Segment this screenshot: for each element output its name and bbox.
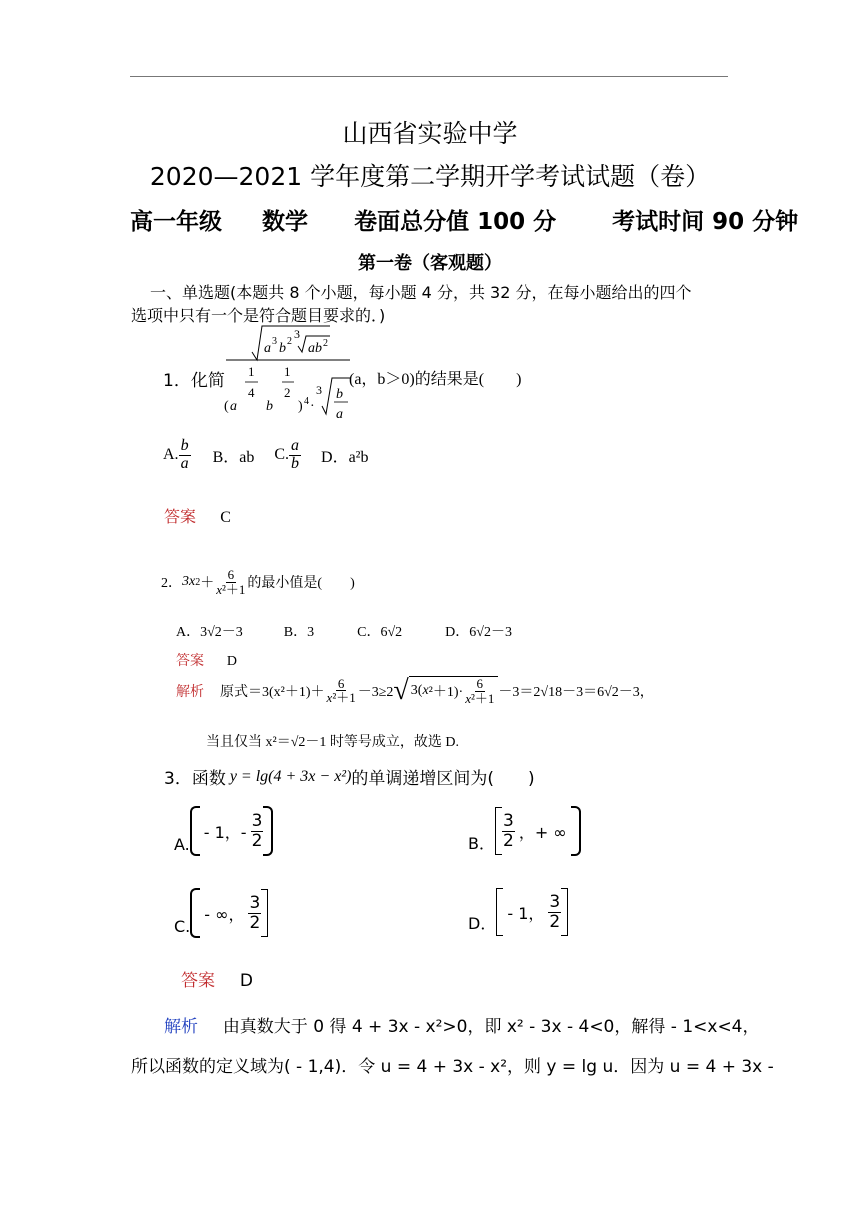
q1-option-c: C. <box>274 446 290 464</box>
grade: 高一年级 <box>130 209 222 235</box>
q1-condition: (a，b＞0)的结果是( ) <box>349 371 522 388</box>
svg-text:): ) <box>298 399 303 414</box>
q3-answer <box>181 966 253 991</box>
q2-analysis-part-a: 原式＝3(x²＋1)＋ <box>220 684 325 700</box>
q2-option-b: B．3 <box>283 625 315 640</box>
q3-function: y = lg(4 + 3x − x²) <box>229 767 352 785</box>
q3-option-a-num: 3 <box>251 810 263 831</box>
q2-option-c: C．6√2 <box>357 625 403 640</box>
q1-expression <box>222 322 354 432</box>
q3-option-d-label: D． <box>468 914 497 933</box>
q2-number: 2． <box>161 576 182 592</box>
q3-option-c-label: C. <box>174 917 191 936</box>
q3-stem-b: 的单调递增区间为( ) <box>351 769 535 789</box>
q2-analysis-part-c: －3＝2√18－3＝6√2－3， <box>498 684 654 700</box>
q1-option-a-frac: $\frac{b}{a}$ <box>180 437 189 472</box>
q3-analysis-line2: 所以函数的定义域为( - 1,4)．令 u = 4 + 3x - x²，则 y = lg u．因为 u = 4 + 3x - <box>131 1057 774 1077</box>
q2-answer <box>176 650 237 670</box>
q1-answer-label: 答案 <box>164 507 197 526</box>
exam-time: 考试时间 90 分钟 <box>612 209 799 235</box>
svg-text:2: 2 <box>287 336 292 347</box>
q2-analysis-line2: 当且仅当 x²＝√2－1 时等号成立，故选 D. <box>206 735 459 750</box>
q3-option-d-den: 2 <box>549 911 561 932</box>
svg-text:4: 4 <box>304 396 309 407</box>
svg-text:b: b <box>336 387 343 402</box>
q3-option-b-label: B． <box>468 834 495 853</box>
q3-option-c-left: - ∞， <box>204 904 245 924</box>
q3-option-d <box>468 888 568 936</box>
subject: 数学 <box>262 209 309 235</box>
q3-option-d-left: - 1， <box>507 903 545 923</box>
q2-option-a: A．3√2－3 <box>176 625 243 640</box>
svg-text:3: 3 <box>294 327 300 341</box>
svg-text:(: ( <box>224 399 229 414</box>
q2-answer-label: 答案 <box>176 653 204 669</box>
exam-title: 2020—2021 学年度第二学期开学考试试题（卷） <box>149 162 711 191</box>
svg-text:3: 3 <box>272 336 277 347</box>
q3-stem <box>164 764 535 789</box>
q1-answer-value: C <box>220 509 231 526</box>
svg-text:a: a <box>264 341 271 356</box>
q2-answer-value: D <box>226 654 238 669</box>
total-score: 卷面总分值 100 分 <box>354 209 557 235</box>
q1-answer <box>164 504 231 527</box>
q3-option-a-left: - 1，- <box>203 822 247 842</box>
top-rule <box>130 76 728 77</box>
q3-answer-label: 答案 <box>181 971 215 991</box>
q2-analysis-label: 解析 <box>176 683 204 700</box>
svg-text:a: a <box>336 407 343 422</box>
q3-option-c-den: 2 <box>249 912 261 933</box>
exam-info <box>130 203 798 236</box>
q2-stem-tail: 的最小值是( ) <box>247 576 355 592</box>
svg-text:·: · <box>310 399 315 414</box>
svg-text:2: 2 <box>323 338 328 349</box>
q3-option-a <box>174 806 273 856</box>
q1-option-b: B．ab <box>212 448 255 466</box>
q3-option-a-den: 2 <box>251 830 263 851</box>
q2-analysis-line1 <box>176 676 654 705</box>
svg-text:3: 3 <box>316 383 322 397</box>
instructions-line2: 选项中只有一个是符合题目要求的．) <box>131 306 386 325</box>
q1-option-a: A. <box>163 446 179 464</box>
q3-answer-value: D <box>239 971 253 991</box>
q3-option-b-right: ，+ ∞ <box>518 822 567 842</box>
q3-analysis-label: 解析 <box>164 1017 198 1037</box>
svg-text:1: 1 <box>248 364 255 379</box>
q2-fraction: $\frac{6}{\text{x²＋1}}$ <box>216 567 246 597</box>
q2-analysis-sqrt: √ 3( x ²＋1)· $\frac{6}{\text{x²＋1}}$ <box>393 676 498 705</box>
q3-option-b-den: 2 <box>502 830 514 851</box>
q3-option-c-num: 3 <box>249 892 261 913</box>
q2-stem: 2． 3x 2 ＋ $\frac{6}{\text{x²＋1}}$ 的最小值是( ) <box>161 567 355 597</box>
q1-options <box>163 438 368 473</box>
q3-option-b <box>468 806 581 856</box>
q1-option-d: D．a²b <box>321 448 369 466</box>
svg-text:2: 2 <box>284 385 291 400</box>
q3-option-b-num: 3 <box>502 810 514 831</box>
q2-option-d: D．6√2－3 <box>445 625 512 640</box>
q2-options <box>176 621 512 641</box>
school-title: 山西省实验中学 <box>342 119 518 148</box>
q3-option-c <box>174 888 268 938</box>
q3-analysis-text1: 由真数大于 0 得 4 + 3x - x²>0，即 x² - 3x - 4<0，解得 - 1<x<4， <box>222 1017 760 1037</box>
q2-analysis-frac1: $\frac{6}{\text{x²＋1}}$ <box>326 675 356 706</box>
q1-option-c-frac: $\frac{a}{b}$ <box>291 437 300 472</box>
svg-text:1: 1 <box>284 364 291 379</box>
q3-option-a-label: A. <box>174 835 190 854</box>
svg-text:4: 4 <box>248 385 255 400</box>
svg-text:a: a <box>230 399 237 414</box>
q3-option-d-num: 3 <box>549 891 561 912</box>
q3-analysis-line1 <box>164 1012 760 1037</box>
instructions-line1: 一、单选题(本题共 8 个小题，每小题 4 分，共 32 分，在每小题给出的四个 <box>150 283 692 302</box>
q2-analysis-part-b: －3≥2 <box>357 684 394 700</box>
svg-text:b: b <box>279 341 286 356</box>
q3-stem-a: 3．函数 <box>164 769 226 789</box>
q1-prefix: 1．化简 <box>163 371 225 391</box>
svg-text:ab: ab <box>308 341 322 356</box>
svg-text:b: b <box>266 399 273 414</box>
section-title: 第一卷（客观题） <box>358 253 502 274</box>
